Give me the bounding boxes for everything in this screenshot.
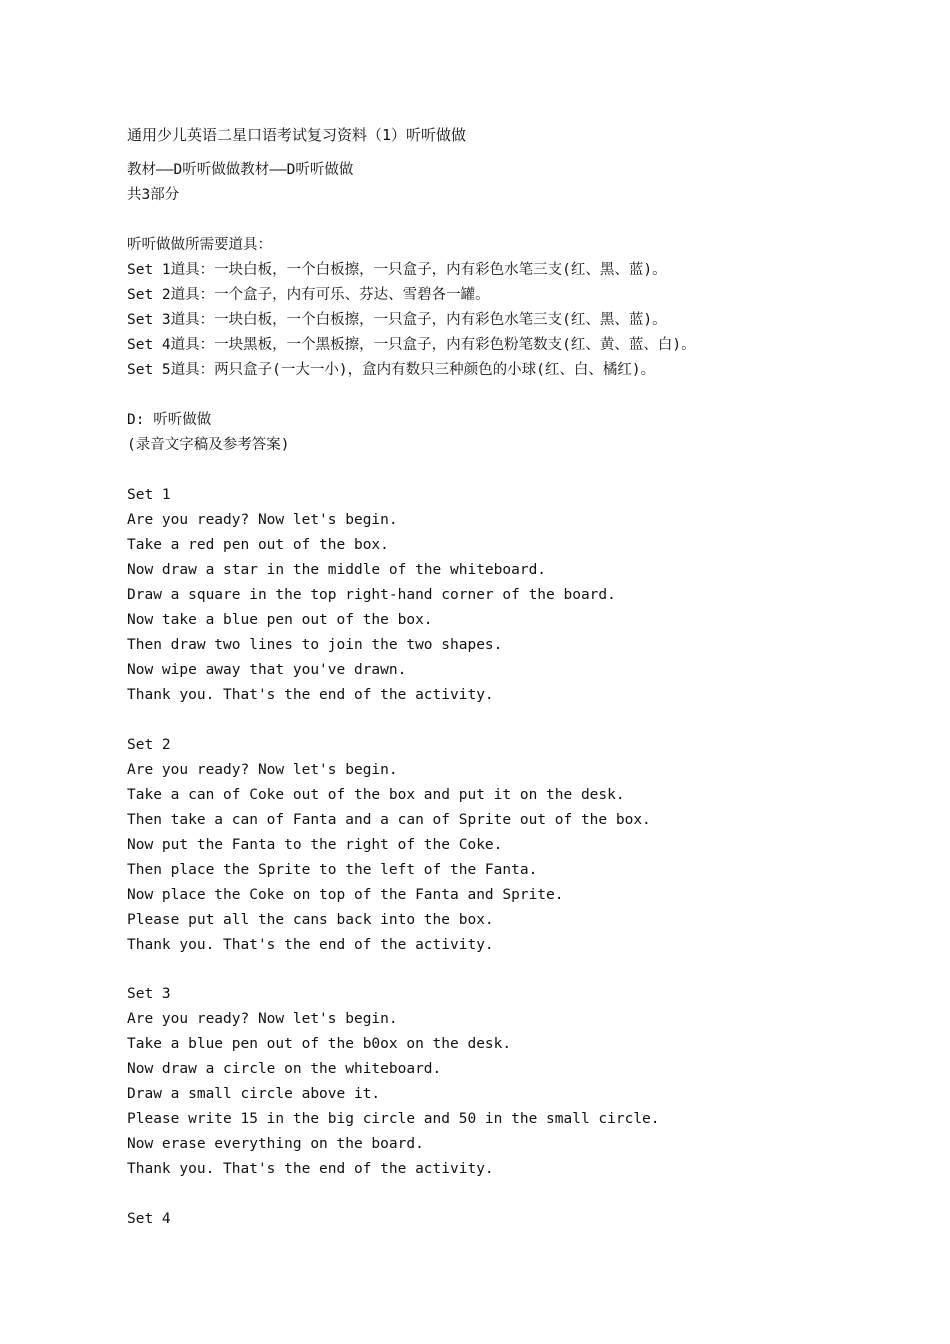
script-line: Take a blue pen out of the b0ox on the desk. bbox=[127, 1036, 512, 1052]
props-heading: 听听做做所需要道具： bbox=[127, 237, 272, 253]
script-line: Then draw two lines to join the two shapes. bbox=[127, 637, 503, 653]
script-line: Then place the Sprite to the left of the Fanta. bbox=[127, 862, 538, 878]
props-item: Set 4道具：一块黑板，一个黑板擦，一只盒子，内有彩色粉笔数支(红、黄、蓝、白)。 bbox=[127, 337, 696, 353]
set-label: Set 2 bbox=[127, 737, 171, 753]
set-label: Set 1 bbox=[127, 487, 171, 503]
set-label: Set 4 bbox=[127, 1211, 171, 1227]
script-line: Draw a square in the top right-hand corner of the board. bbox=[127, 587, 616, 603]
set-label: Set 3 bbox=[127, 986, 171, 1002]
script-line: Now erase everything on the board. bbox=[127, 1136, 424, 1152]
script-line: Are you ready? Now let's begin. bbox=[127, 762, 398, 778]
script-line: Take a red pen out of the box. bbox=[127, 537, 389, 553]
script-line: Draw a small circle above it. bbox=[127, 1086, 381, 1102]
script-line: Please write 15 in the big circle and 50 in the small circle. bbox=[127, 1111, 660, 1127]
script-line: Are you ready? Now let's begin. bbox=[127, 1011, 398, 1027]
script-line: Now place the Coke on top of the Fanta and Sprite. bbox=[127, 887, 564, 903]
props-item: Set 2道具：一个盒子，内有可乐、芬达、雪碧各一罐。 bbox=[127, 287, 490, 303]
document-title: 通用少儿英语二星口语考试复习资料（1）听听做做 bbox=[127, 126, 467, 144]
section-heading: D: 听听做做 bbox=[127, 412, 212, 428]
script-line: Take a can of Coke out of the box and put it on the desk. bbox=[127, 787, 625, 803]
props-item: Set 5道具：两只盒子(一大一小)，盒内有数只三种颜色的小球(红、白、橘红)。 bbox=[127, 362, 656, 378]
script-line: Please put all the cans back into the box. bbox=[127, 912, 494, 928]
document-subtitle: 教材——D听听做做教材——D听听做做 bbox=[127, 162, 354, 178]
props-item: Set 3道具：一块白板，一个白板擦，一只盒子，内有彩色水笔三支(红、黑、蓝)。 bbox=[127, 312, 667, 328]
script-line: Now take a blue pen out of the box. bbox=[127, 612, 433, 628]
script-line: Now wipe away that you've drawn. bbox=[127, 662, 407, 678]
script-line: Are you ready? Now let's begin. bbox=[127, 512, 398, 528]
script-line: Then take a can of Fanta and a can of Sprite out of the box. bbox=[127, 812, 651, 828]
section-note: (录音文字稿及参考答案) bbox=[127, 437, 290, 453]
script-line: Now draw a star in the middle of the whiteboard. bbox=[127, 562, 547, 578]
props-item: Set 1道具：一块白板，一个白板擦，一只盒子，内有彩色水笔三支(红、黑、蓝)。 bbox=[127, 262, 667, 278]
script-line: Now draw a circle on the whiteboard. bbox=[127, 1061, 442, 1077]
script-line: Thank you. That's the end of the activity. bbox=[127, 937, 494, 953]
parts-count: 共3部分 bbox=[127, 187, 180, 203]
script-line: Thank you. That's the end of the activity. bbox=[127, 687, 494, 703]
script-line: Now put the Fanta to the right of the Coke. bbox=[127, 837, 503, 853]
script-line: Thank you. That's the end of the activity. bbox=[127, 1161, 494, 1177]
